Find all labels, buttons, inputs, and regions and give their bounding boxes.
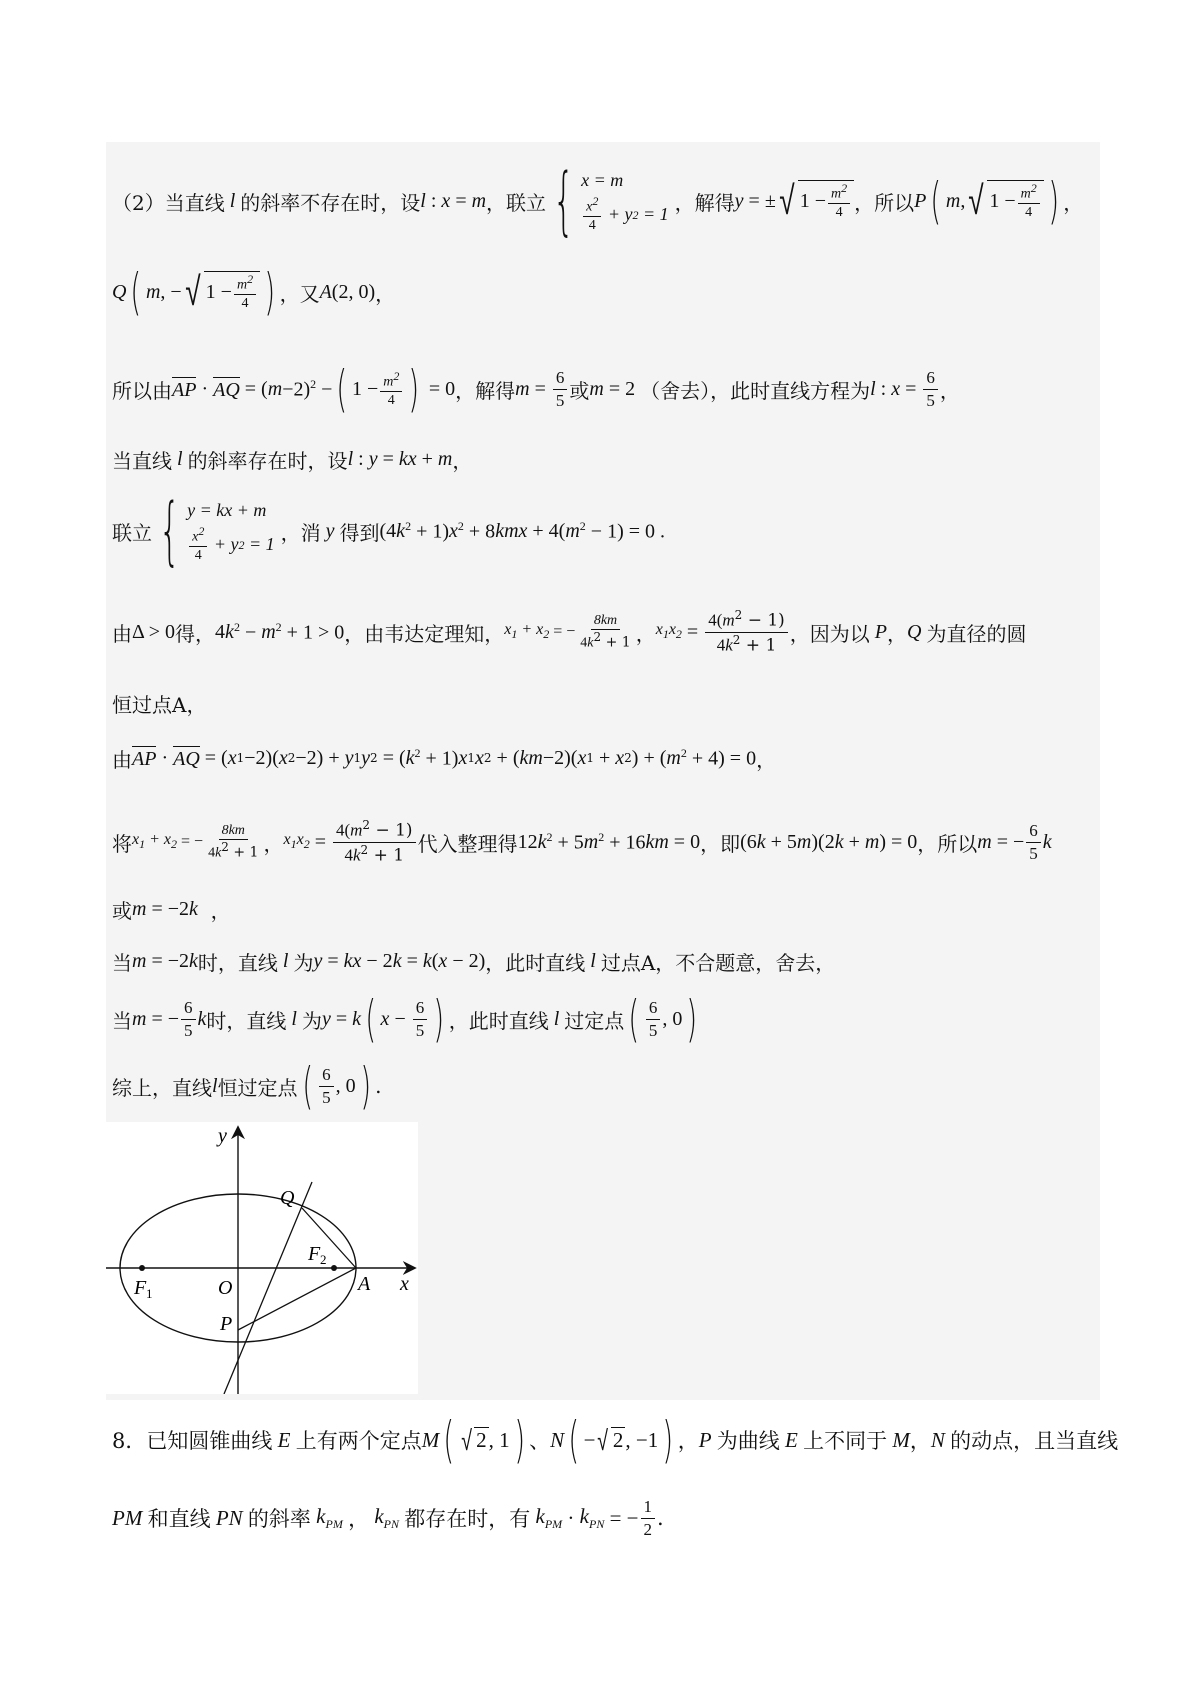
- text: 过定点: [564, 1008, 625, 1033]
- text: 为: [301, 1008, 322, 1033]
- text: 的斜率存在时，设: [187, 448, 348, 473]
- label-F2: F: [308, 1243, 321, 1265]
- solution-line-11: 当 m = −2 k 时，直线 l 为 y = kx − 2 k = k ( x − 2) ，此时直线 l 过点A，不合题意，舍去，: [112, 946, 835, 976]
- problem-8-line-1: 8．已知圆锥曲线 E 上有两个定点 M ( √ 2 , 1 ) 、 N ( − √ 2 , −1 ) ， P 为曲线 E 上不同于 M ， N 的动点，且当直线: [112, 1411, 1119, 1469]
- ellipse-diagram: [106, 1122, 418, 1394]
- text: 为直径的圆: [926, 621, 1027, 646]
- label-O: O: [218, 1277, 233, 1299]
- text: 或: [569, 378, 590, 403]
- label-F1: F: [134, 1277, 147, 1299]
- text: ，即: [700, 831, 741, 856]
- ellipse-figure: [106, 1122, 418, 1394]
- text: 上有两个定点: [295, 1429, 422, 1453]
- text: 都存在时，有: [404, 1507, 531, 1531]
- text: （2）当直线: [112, 190, 225, 215]
- text: ，消: [280, 520, 321, 545]
- text: 或: [112, 898, 132, 923]
- label-F1-sub: 1: [146, 1286, 153, 1301]
- text: 恒过点A，: [112, 692, 207, 717]
- text: ，所以: [917, 831, 978, 856]
- text: 8．已知圆锥曲线: [112, 1429, 273, 1453]
- text: 为曲线: [716, 1429, 780, 1453]
- text: 时，直线: [206, 1008, 287, 1033]
- text: 将: [112, 831, 132, 856]
- text: 综上，直线: [112, 1075, 212, 1100]
- text: 得，: [175, 621, 216, 646]
- text: 为: [293, 950, 314, 975]
- text: ，: [677, 1429, 699, 1453]
- text: 恒过定点: [217, 1075, 298, 1100]
- solution-line-9: 将 $x_1 + x_2$ = − $\frac{8km}{4k^2 + 1}$ ， $x_1x_2$ = $\frac{4(m^2 - 1)}{4k^2 + 1}$ 代入整理得 12 k $^2$ + 5 m $^2$ + 16 km = 0 ，即 (6 k + 5 m )(2 k + m ) = 0 ，所以 m = − $\frac{6}{5}$ k: [112, 817, 1052, 866]
- text: 由: [112, 747, 132, 772]
- text: ，又: [279, 281, 320, 306]
- segment-PA: [238, 1268, 356, 1330]
- solution-line-2: Q ( m , − √ 1 − $\frac{m^2}{4}$ ) ，又 A (2, 0) ，: [112, 263, 396, 321]
- label-Q: Q: [280, 1187, 295, 1209]
- text: 的斜率不存在时，设: [240, 190, 421, 215]
- line-l: [224, 1182, 312, 1394]
- solution-line-3: 所以由 AP · AQ = ( m −2)$^2$ − ( 1 − $\frac{m^2}{4}$ ) = 0 ，解得 m = $\frac{6}{5}$ 或 m = 2 （舍去），此时直线方程为 l : x = $\frac{6}{5}$ ，: [112, 360, 960, 418]
- label-x: x: [400, 1273, 409, 1295]
- solution-line-4: 当直线 l 的斜率存在时，设 l : y = kx + m ，: [112, 444, 472, 474]
- problem-8-line-2: PM 和直线 PN 的斜率 $k_{PM}$ ， $k_{PN}$ 都存在时，有 $k_{PM}$ · $k_{PN}$ = − $\frac{1}{2}$ .: [112, 1497, 664, 1539]
- focus-F1: [139, 1265, 145, 1271]
- text: 、: [529, 1429, 551, 1453]
- text: ，所以: [854, 190, 915, 215]
- text: 得到: [339, 520, 380, 545]
- text: 时，直线: [197, 950, 278, 975]
- solution-line-1: （2）当直线 l 的斜率不存在时，设 l : x = m ，联立 { x = m $\frac{x^2}{4}$ + y 2 = 1 ，解得 y = ± √ 1 − $\frac{m^2}{4}$ ，所以 P ( m , √ 1 − $\frac{m^2}{4}$ ) ，: [112, 158, 1084, 244]
- text: 所以由: [112, 378, 172, 403]
- text: ，此时直线: [448, 1008, 549, 1033]
- solution-line-7: [112, 688, 206, 718]
- text: ，因为以: [789, 621, 870, 646]
- text: ，联立: [486, 190, 547, 215]
- label-P: P: [220, 1313, 233, 1335]
- text: 的动点，且当直线: [950, 1429, 1119, 1453]
- label-y: y: [218, 1125, 227, 1147]
- text: 当: [112, 950, 132, 975]
- text: 当: [112, 1008, 132, 1033]
- solution-line-8: 由 AP · AQ = ( x 1 −2)( x 2 −2) + y 1 y 2 = ( k $^2$ + 1) x 1 x 2 + ( km −2)( x 1 + x 2 ) + ( m $^2$ + 4) = 0 ，: [112, 738, 776, 778]
- text: 当直线: [112, 448, 172, 473]
- label-F2-sub: 2: [320, 1252, 327, 1267]
- text: 代入整理得: [417, 831, 518, 856]
- text: ，解得: [455, 378, 516, 403]
- text: 过点A，不合题意，舍去，: [600, 950, 836, 975]
- text: ，: [348, 1507, 370, 1531]
- text: ，解得: [674, 190, 735, 215]
- text: 和直线: [147, 1507, 211, 1531]
- text: ，此时直线: [485, 950, 586, 975]
- text: 的斜率: [247, 1507, 311, 1531]
- label-A: A: [358, 1273, 371, 1295]
- text: 由: [112, 621, 132, 646]
- solution-line-5: 联立 { y = kx + m $\frac{x^2}{4}$ + y 2 = 1 ，消 y 得到 (4 k $^2$ + 1) x $^2$ + 8 kmx + 4( m $^2$ − 1) = 0 .: [112, 488, 666, 574]
- text: ，由韦达定理知，: [344, 621, 505, 646]
- solution-line-13: 综上，直线 l 恒过定点 ( $\frac{6}{5}$ , 0 ) .: [112, 1057, 382, 1115]
- solution-line-6: 由 Δ > 0 得， 4 k $^2$ − m $^2$ + 1 > 0 ，由韦达定理知， $x_1 + x_2$ = − $\frac{8km}{4k^2 + 1}$ ， $x_1x_2$ = $\frac{4(m^2 - 1)}{4k^2 + 1}$ ，因为以 P ， Q 为直径的圆: [112, 607, 1027, 656]
- text: 联立: [112, 520, 152, 545]
- solution-line-12: 当 m = − $\frac{6}{5}$ k 时，直线 l 为 y = k ( x − $\frac{6}{5}$ ) ，此时直线 l 过定点 ( $\frac{6}{5}$ , 0 ): [112, 990, 698, 1048]
- solution-line-10: 或 m = −2 k ，: [112, 894, 231, 924]
- text: （舍去），此时直线方程为: [640, 378, 871, 403]
- text: 上不同于: [803, 1429, 888, 1453]
- focus-F2: [331, 1265, 337, 1271]
